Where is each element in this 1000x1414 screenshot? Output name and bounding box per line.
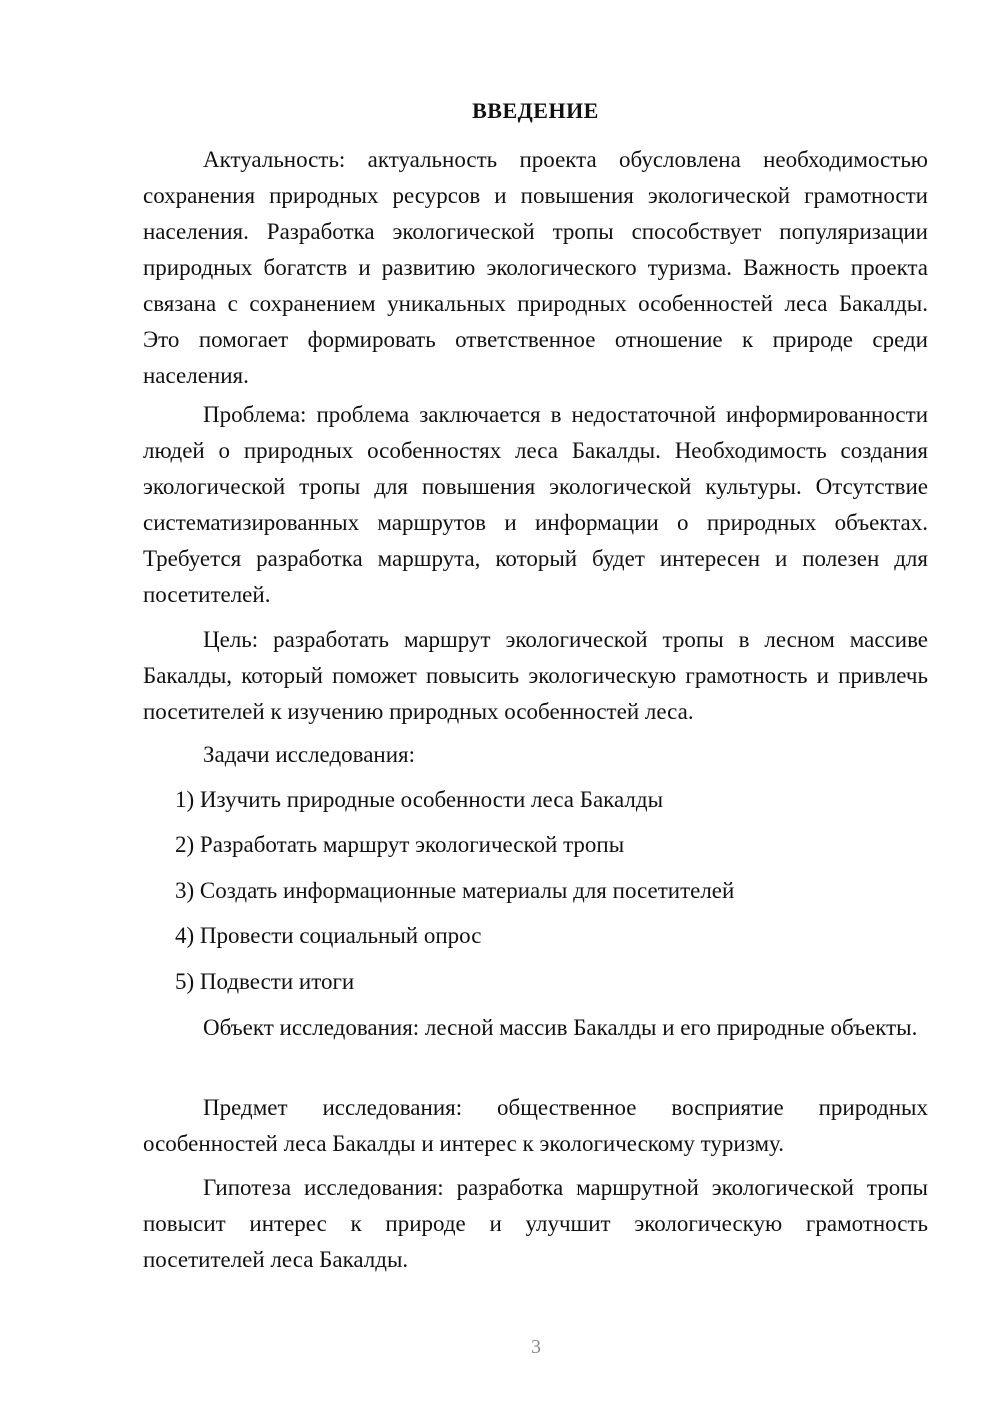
problem-paragraph: Проблема: проблема заключается в недостаточной информированности людей о природных особенностях леса Бакалды. Необходимость создания экологической тропы для повышения экологической культуры. Отсутствие систематизированных маршрутов и информации о природных объектах. Требуется разработка маршрута, который будет интересен и полезен для посетителей. <box>143 402 928 607</box>
task-list <box>175 782 928 1009</box>
tasks-title: Задачи исследования: <box>203 742 416 767</box>
object-paragraph: Объект исследования: лесной массив Бакалды и его природные объекты. <box>203 1015 918 1040</box>
section-heading: ВВЕДЕНИЕ <box>472 98 599 123</box>
hypothesis-paragraph: Гипотеза исследования: разработка маршрутной экологической тропы повысит интерес к природе и улучшит экологическую грамотность посетителей леса Бакалды. <box>143 1175 928 1272</box>
page-number: 3 <box>531 1336 541 1358</box>
object-section <box>143 1010 928 1046</box>
actuality-section <box>143 142 928 394</box>
tasks-title-section <box>143 737 928 773</box>
task-item: 3) Создать информационные материалы для посетителей <box>175 877 735 903</box>
task-item: 1) Изучить природные особенности леса Бакалды <box>175 787 664 812</box>
hypothesis-section <box>143 1170 928 1278</box>
subject-paragraph: Предмет исследования: общественное восприятие природных особенностей леса Бакалды и интерес к экологическому туризму. <box>143 1095 928 1156</box>
task-item: 5) Подвести итоги <box>175 968 355 994</box>
subject-section <box>143 1090 928 1162</box>
problem-section <box>143 397 928 613</box>
goal-section <box>143 622 928 730</box>
actuality-paragraph: Актуальность: актуальность проекта обусловлена необходимостью сохранения природных ресурсов и повышения экологической грамотности населения. Разработка экологической тропы способствует популяризации природных богатств и развитию экологического туризма. Важность проекта связана с сохранением уникальных природных особенностей леса Бакалды. Это помогает формировать ответственное отношение к природе среди населения. <box>143 147 928 388</box>
task-item: 2) Разработать маршрут экологической тропы <box>175 832 625 858</box>
goal-paragraph: Цель: разработать маршрут экологической тропы в лесном массиве Бакалды, который поможет повысить экологическую грамотность и привлечь посетителей к изучению природных особенностей леса. <box>143 627 928 724</box>
task-item: 4) Провести социальный опрос <box>175 923 482 949</box>
